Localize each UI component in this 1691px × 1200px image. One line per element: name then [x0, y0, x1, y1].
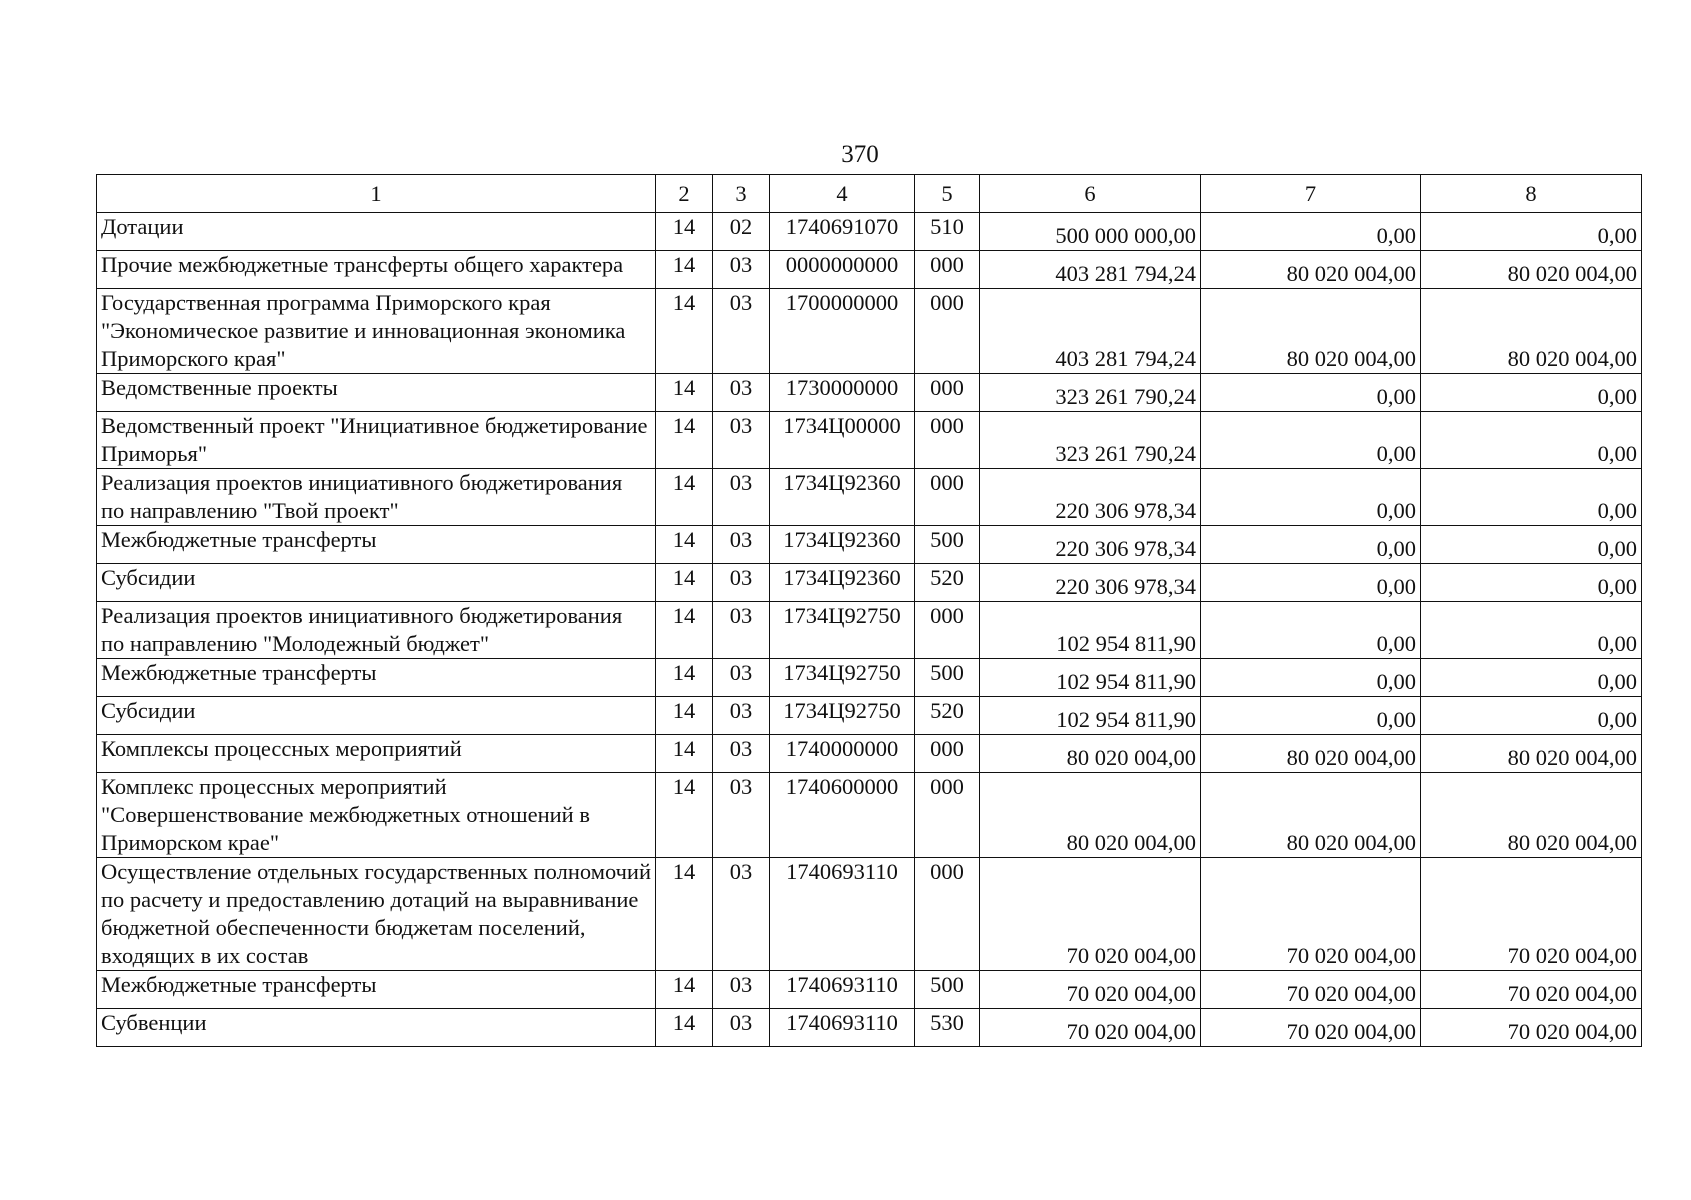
amount-col8: 0,00 [1421, 659, 1642, 697]
amount-col7: 70 020 004,00 [1201, 1009, 1421, 1047]
table-row [97, 213, 1642, 251]
section-code: 14 [656, 412, 713, 469]
page-number: 370 [841, 141, 879, 168]
subsection-code: 03 [713, 602, 770, 659]
column-header: 4 [770, 175, 915, 213]
target-code: 1734Ц00000 [770, 412, 915, 469]
subsection-code: 03 [713, 858, 770, 971]
amount-col8: 70 020 004,00 [1421, 971, 1642, 1009]
item-name: Ведомственные проекты [97, 374, 656, 412]
amount-col6: 403 281 794,24 [980, 251, 1201, 289]
expense-type-code: 000 [915, 251, 980, 289]
table-row [97, 659, 1642, 697]
amount-col8: 80 020 004,00 [1421, 735, 1642, 773]
table-row [97, 251, 1642, 289]
amount-col6: 102 954 811,90 [980, 697, 1201, 735]
amount-col8: 80 020 004,00 [1421, 251, 1642, 289]
expense-type-code: 530 [915, 1009, 980, 1047]
amount-col8: 0,00 [1421, 697, 1642, 735]
amount-col7: 0,00 [1201, 469, 1421, 526]
amount-col6: 323 261 790,24 [980, 374, 1201, 412]
table-row [97, 773, 1642, 858]
subsection-code: 03 [713, 374, 770, 412]
target-code: 1740693110 [770, 971, 915, 1009]
amount-col8: 0,00 [1421, 374, 1642, 412]
subsection-code: 03 [713, 773, 770, 858]
item-name: Реализация проектов инициативного бюджетирования по направлению "Твой проект" [97, 469, 656, 526]
amount-col8: 0,00 [1421, 602, 1642, 659]
column-header: 6 [980, 175, 1201, 213]
amount-col7: 0,00 [1201, 412, 1421, 469]
section-code: 14 [656, 469, 713, 526]
expense-type-code: 520 [915, 697, 980, 735]
expense-type-code: 510 [915, 213, 980, 251]
expense-type-code: 500 [915, 971, 980, 1009]
target-code: 1734Ц92360 [770, 469, 915, 526]
table-row [97, 289, 1642, 374]
amount-col6: 220 306 978,34 [980, 526, 1201, 564]
target-code: 1734Ц92750 [770, 697, 915, 735]
table-row [97, 602, 1642, 659]
section-code: 14 [656, 526, 713, 564]
item-name: Субсидии [97, 564, 656, 602]
expense-type-code: 000 [915, 773, 980, 858]
amount-col7: 0,00 [1201, 564, 1421, 602]
amount-col6: 403 281 794,24 [980, 289, 1201, 374]
section-code: 14 [656, 289, 713, 374]
amount-col8: 70 020 004,00 [1421, 858, 1642, 971]
subsection-code: 03 [713, 412, 770, 469]
column-header: 2 [656, 175, 713, 213]
amount-col6: 102 954 811,90 [980, 659, 1201, 697]
amount-col7: 80 020 004,00 [1201, 773, 1421, 858]
table-row [97, 858, 1642, 971]
item-name: Межбюджетные трансферты [97, 971, 656, 1009]
subsection-code: 02 [713, 213, 770, 251]
amount-col7: 70 020 004,00 [1201, 971, 1421, 1009]
table-row [97, 374, 1642, 412]
subsection-code: 03 [713, 289, 770, 374]
target-code: 1730000000 [770, 374, 915, 412]
amount-col7: 0,00 [1201, 602, 1421, 659]
column-header: 8 [1421, 175, 1642, 213]
amount-col7: 80 020 004,00 [1201, 251, 1421, 289]
target-code: 1740000000 [770, 735, 915, 773]
expense-type-code: 000 [915, 735, 980, 773]
item-name: Субвенции [97, 1009, 656, 1047]
target-code: 1734Ц92360 [770, 526, 915, 564]
amount-col6: 323 261 790,24 [980, 412, 1201, 469]
amount-col6: 220 306 978,34 [980, 564, 1201, 602]
table-row [97, 412, 1642, 469]
subsection-code: 03 [713, 526, 770, 564]
expense-type-code: 000 [915, 469, 980, 526]
subsection-code: 03 [713, 564, 770, 602]
amount-col8: 0,00 [1421, 213, 1642, 251]
section-code: 14 [656, 659, 713, 697]
item-name: Государственная программа Приморского края "Экономическое развитие и инновационная экономика Приморского края" [97, 289, 656, 374]
section-code: 14 [656, 697, 713, 735]
amount-col6: 70 020 004,00 [980, 1009, 1201, 1047]
target-code: 1734Ц92360 [770, 564, 915, 602]
section-code: 14 [656, 858, 713, 971]
item-name: Прочие межбюджетные трансферты общего характера [97, 251, 656, 289]
subsection-code: 03 [713, 735, 770, 773]
amount-col6: 220 306 978,34 [980, 469, 1201, 526]
expense-type-code: 500 [915, 659, 980, 697]
item-name: Дотации [97, 213, 656, 251]
item-name: Ведомственный проект "Инициативное бюджетирование Приморья" [97, 412, 656, 469]
table-header-row [97, 175, 1642, 213]
subsection-code: 03 [713, 659, 770, 697]
item-name: Комплексы процессных мероприятий [97, 735, 656, 773]
expense-type-code: 000 [915, 858, 980, 971]
amount-col7: 70 020 004,00 [1201, 858, 1421, 971]
amount-col8: 80 020 004,00 [1421, 289, 1642, 374]
amount-col7: 80 020 004,00 [1201, 735, 1421, 773]
amount-col7: 0,00 [1201, 526, 1421, 564]
amount-col7: 80 020 004,00 [1201, 289, 1421, 374]
section-code: 14 [656, 773, 713, 858]
section-code: 14 [656, 251, 713, 289]
item-name: Комплекс процессных мероприятий "Совершенствование межбюджетных отношений в Приморском крае" [97, 773, 656, 858]
section-code: 14 [656, 602, 713, 659]
amount-col6: 500 000 000,00 [980, 213, 1201, 251]
section-code: 14 [656, 735, 713, 773]
column-header: 3 [713, 175, 770, 213]
subsection-code: 03 [713, 469, 770, 526]
subsection-code: 03 [713, 251, 770, 289]
table-row [97, 697, 1642, 735]
column-header: 5 [915, 175, 980, 213]
amount-col8: 70 020 004,00 [1421, 1009, 1642, 1047]
target-code: 1734Ц92750 [770, 659, 915, 697]
table-row [97, 469, 1642, 526]
subsection-code: 03 [713, 1009, 770, 1047]
amount-col7: 0,00 [1201, 374, 1421, 412]
target-code: 1740693110 [770, 858, 915, 971]
item-name: Субсидии [97, 697, 656, 735]
expense-type-code: 000 [915, 374, 980, 412]
amount-col6: 80 020 004,00 [980, 735, 1201, 773]
target-code: 1740693110 [770, 1009, 915, 1047]
amount-col6: 70 020 004,00 [980, 971, 1201, 1009]
amount-col7: 0,00 [1201, 213, 1421, 251]
amount-col8: 0,00 [1421, 469, 1642, 526]
table-row [97, 564, 1642, 602]
amount-col6: 102 954 811,90 [980, 602, 1201, 659]
section-code: 14 [656, 213, 713, 251]
amount-col8: 0,00 [1421, 564, 1642, 602]
table-row [97, 735, 1642, 773]
target-code: 1740691070 [770, 213, 915, 251]
budget-table [96, 174, 1642, 1047]
amount-col8: 80 020 004,00 [1421, 773, 1642, 858]
section-code: 14 [656, 564, 713, 602]
expense-type-code: 500 [915, 526, 980, 564]
item-name: Реализация проектов инициативного бюджетирования по направлению "Молодежный бюджет" [97, 602, 656, 659]
section-code: 14 [656, 1009, 713, 1047]
amount-col6: 70 020 004,00 [980, 858, 1201, 971]
amount-col8: 0,00 [1421, 412, 1642, 469]
expense-type-code: 000 [915, 412, 980, 469]
expense-type-code: 000 [915, 602, 980, 659]
expense-type-code: 520 [915, 564, 980, 602]
table-row [97, 526, 1642, 564]
column-header: 7 [1201, 175, 1421, 213]
amount-col7: 0,00 [1201, 659, 1421, 697]
subsection-code: 03 [713, 971, 770, 1009]
column-header: 1 [97, 175, 656, 213]
section-code: 14 [656, 374, 713, 412]
subsection-code: 03 [713, 697, 770, 735]
target-code: 1700000000 [770, 289, 915, 374]
table-row [97, 971, 1642, 1009]
amount-col8: 0,00 [1421, 526, 1642, 564]
target-code: 1734Ц92750 [770, 602, 915, 659]
target-code: 1740600000 [770, 773, 915, 858]
section-code: 14 [656, 971, 713, 1009]
item-name: Межбюджетные трансферты [97, 659, 656, 697]
amount-col6: 80 020 004,00 [980, 773, 1201, 858]
amount-col7: 0,00 [1201, 697, 1421, 735]
item-name: Межбюджетные трансферты [97, 526, 656, 564]
table-row [97, 1009, 1642, 1047]
expense-type-code: 000 [915, 289, 980, 374]
target-code: 0000000000 [770, 251, 915, 289]
item-name: Осуществление отдельных государственных полномочий по расчету и предоставлению дотаций на выравнивание бюджетной обеспеченности бюджетам поселений, входящих в их состав [97, 858, 656, 971]
